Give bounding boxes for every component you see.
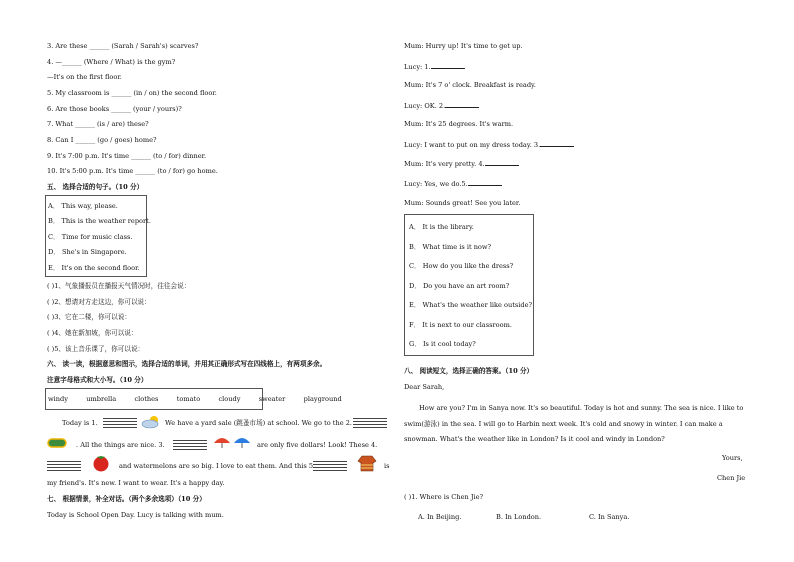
dialog-line	[404, 179, 502, 188]
question-9: 9. It's 7:00 p.m. It's time ______ (to / for) dinner.	[47, 152, 207, 160]
word-bank-word: playground	[303, 395, 342, 403]
section-7-option: G． Is it cool today?	[409, 340, 476, 348]
section-7-option: F． It is next to our classroom.	[409, 321, 512, 329]
letter-salutation: Dear Sarah,	[404, 383, 445, 391]
word-bank-word: tomato	[176, 395, 201, 403]
q1-option[interactable]: A. In Beijing.	[418, 513, 462, 521]
four-line-blank[interactable]	[47, 461, 81, 471]
dialog-line	[404, 42, 523, 50]
reading-question-1: ( )1. Where is Chen Jie?	[404, 493, 484, 501]
dialog-line	[404, 81, 536, 89]
word-bank	[48, 395, 342, 403]
section-5-item: ( )4、她在新加坡，你可以说：	[47, 329, 138, 337]
section-5-item: ( )2、想请对方走这边，你可以说：	[47, 298, 151, 306]
word-bank-word: cloudy	[218, 395, 241, 403]
word-bank-word: windy	[48, 395, 68, 403]
four-line-blank[interactable]	[103, 418, 137, 428]
answer-blank[interactable]	[485, 159, 519, 166]
dialog-line	[404, 159, 519, 168]
cloudy-icon	[141, 415, 161, 429]
tomato-icon	[89, 454, 113, 472]
section-5-option: A． This way, please.	[48, 202, 118, 210]
dialog-text: Mum: Hurry up! It's time to get up.	[404, 42, 523, 50]
dialog-text: Lucy: I want to put on my dress today. 3.	[404, 141, 541, 149]
section-5-option: E． It's on the second floor.	[48, 264, 140, 272]
section-5-item: ( )5、该上音乐课了，你可以说：	[47, 345, 145, 353]
question-5: 5. My classroom is ______ (in / on) the second floor.	[47, 89, 217, 97]
letter-line: snowman. What's the weather like in London? Is it cool and windy in London?	[404, 435, 665, 443]
playground-icon	[47, 437, 67, 449]
letter-line: swim(游泳) in the sea. I will go to Harbin next week. It's cold and snowy in winter. I can make a	[404, 420, 723, 428]
section-5-item: ( )1、气象播报员在播报天气情况时，往往会说：	[47, 282, 191, 290]
answer-blank[interactable]	[540, 140, 574, 147]
section-7-option: D． Do you have an art room?	[409, 282, 510, 290]
four-line-blank[interactable]	[313, 461, 347, 471]
four-line-blank[interactable]	[353, 418, 387, 428]
section-7-intro: Today is School Open Day. Lucy is talking with mum.	[47, 511, 224, 519]
letter-signature: Chen Jie	[717, 474, 746, 482]
dialog-text: Mum: It's 7 o' clock. Breakfast is ready.	[404, 81, 537, 89]
word-bank-word: umbrella	[86, 395, 117, 403]
section-5-option: D． She's in Singapore.	[48, 248, 127, 256]
section-6-title: 六、 读一读，根据意思和图示，选择合适的单词，并用其正确形式写在四线格上，有两项多余。	[47, 360, 327, 368]
section-5-title: 五、 选择合适的句子。（10 分）	[47, 183, 144, 191]
question-8: 8. Can I ______ (go / goes) home?	[47, 136, 157, 144]
four-line-blank[interactable]	[173, 440, 207, 450]
letter-closing: Yours,	[722, 454, 743, 462]
passage-text: Today is 1.	[62, 419, 98, 427]
section-7-title: 七、 根据情景，补全对话。（两个多余选项）（10 分）	[47, 495, 206, 503]
passage-text: is	[384, 462, 390, 470]
section-7-options-box	[404, 214, 534, 356]
dialog-text: Mum: It's 25 degrees. It's warm.	[404, 120, 514, 128]
dialog-text: Lucy: Yes, we do.5.	[404, 180, 468, 188]
answer-blank[interactable]	[445, 101, 479, 108]
passage-text: my friend's. It's new. I want to wear. It's a happy day.	[47, 479, 225, 487]
word-bank-word: sweater	[258, 395, 286, 403]
question-10: 10. It's 5:00 p.m. It's time ______ (to / for) go home.	[47, 167, 218, 175]
question-6: 6. Are those books ______ (your / yours)?	[47, 105, 182, 113]
dialog-line	[404, 120, 513, 128]
dialog-line	[404, 101, 479, 110]
dialog-text: Lucy: 1.	[404, 63, 431, 71]
section-7-option: C． How do you like the dress?	[409, 262, 514, 270]
q1-option[interactable]: B. In London.	[496, 513, 542, 521]
dialog-line	[404, 199, 520, 207]
answer-blank[interactable]	[468, 179, 502, 186]
section-7-option: E． What's the weather like outside?	[409, 301, 533, 309]
question-7: 7. What ______ (is / are) these?	[47, 120, 149, 128]
section-7-option: A． It is the library.	[409, 223, 474, 231]
section-5-options-box	[45, 195, 151, 277]
letter-line: How are you? I'm in Sanya now. It's so beautiful. Today is hot and sunny. The sea is nice. I like to	[419, 404, 744, 412]
umbrella-icon	[212, 433, 254, 449]
section-7-option: B． What time is it now?	[409, 243, 492, 251]
dialog-text: Mum: Sounds great! See you later.	[404, 199, 521, 207]
dialog-text: Lucy: OK. 2.	[404, 102, 446, 110]
section-6-subtitle: 注意字母格式和大小写。（10 分）	[47, 376, 148, 384]
sweater-icon	[357, 454, 377, 472]
section-5-option: B． This is the weather report.	[48, 217, 151, 225]
question-3: 3. Are these ______ (Sarah / Sarah's) scarves?	[47, 42, 199, 50]
word-bank-word: clothes	[134, 395, 159, 403]
question-4-answer: —It's on the first floor.	[47, 73, 122, 81]
passage-text: . All the things are nice. 3.	[76, 441, 165, 449]
passage-text: and watermelons are so big. I love to eat them. And this 5.	[119, 462, 316, 470]
word-bank-box	[45, 388, 342, 410]
dialog-line	[404, 140, 574, 149]
dialog-text: Mum: It's very pretty. 4.	[404, 160, 485, 168]
section-5-option: C． Time for music class.	[48, 233, 133, 241]
q1-option[interactable]: C. In Sanya.	[589, 513, 630, 521]
answer-blank[interactable]	[431, 62, 465, 69]
section-5-item: ( )3、它在二楼，你可以说：	[47, 313, 131, 321]
dialog-line	[404, 62, 465, 71]
question-4: 4. —______ (Where / What) is the gym?	[47, 58, 176, 66]
passage-text: We have a yard sale (跳蚤市场) at school. We go to the 2.	[165, 419, 352, 427]
section-8-title: 八、 阅读短文，选择正确的答案。（10 分）	[404, 367, 534, 375]
passage-text: are only five dollars! Look! These 4.	[257, 441, 378, 449]
